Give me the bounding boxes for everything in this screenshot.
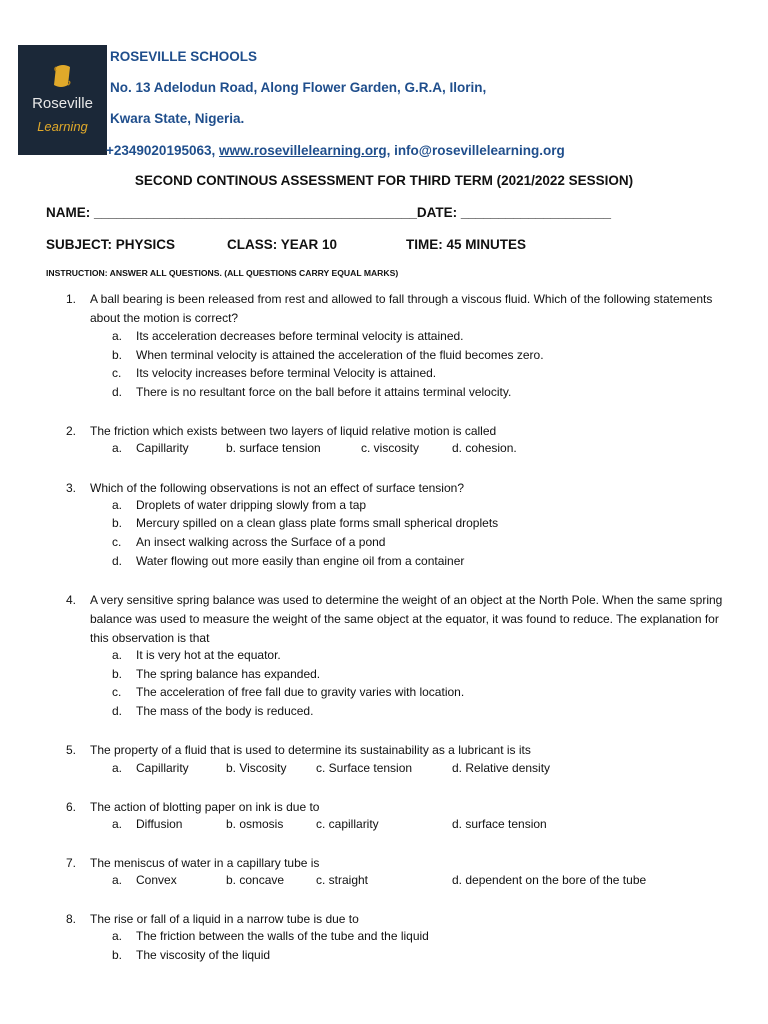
question-text: The meniscus of water in a capillary tube is	[90, 856, 320, 870]
name-date-line: NAME: ___________________________________________DATE: ____________________	[46, 205, 611, 220]
question-number: 3.	[66, 481, 77, 495]
phone-number: +2349020195063,	[106, 143, 216, 158]
email-address: , info@rosevillelearning.org	[386, 143, 565, 158]
website-link[interactable]: www.rosevillelearning.org	[219, 143, 387, 158]
scroll-icon	[51, 63, 75, 91]
question-text: Which of the following observations is not an effect of surface tension?	[90, 481, 464, 495]
question-number: 8.	[66, 912, 77, 926]
school-address-line1: No. 13 Adelodun Road, Along Flower Garden, G.R.A, Ilorin,	[110, 80, 487, 95]
question-text: A very sensitive spring balance was used to determine the weight of an object at the North Pole. When the same spring balance was used to measure the weight of the same object at the equator, it was found to reduce. The explanation for this observation is that	[90, 593, 723, 645]
school-address-line2: Kwara State, Nigeria.	[110, 111, 245, 126]
question-number: 4.	[66, 593, 77, 607]
question-text: A ball bearing is been released from rest and allowed to fall through a viscous fluid. Which of the following statements about the motion is correct?	[90, 292, 713, 325]
logo-text: Roseville	[32, 95, 93, 112]
question-number: 2.	[66, 424, 77, 438]
question-text: The friction which exists between two layers of liquid relative motion is called	[90, 424, 497, 438]
question-text: The rise or fall of a liquid in a narrow tube is due to	[90, 912, 359, 926]
question-number: 1.	[66, 292, 77, 306]
school-name: ROSEVILLE SCHOOLS	[110, 49, 258, 64]
subject-label: SUBJECT: PHYSICS	[46, 237, 176, 252]
exam-title: SECOND CONTINOUS ASSESSMENT FOR THIRD TERM (2021/2022 SESSION)	[134, 173, 634, 188]
question-text: The property of a fluid that is used to determine its sustainability as a lubricant is its	[90, 743, 531, 757]
question-number: 5.	[66, 743, 77, 757]
contact-line	[106, 143, 565, 158]
school-logo	[18, 45, 107, 155]
question-number: 6.	[66, 800, 77, 814]
question-text: The action of blotting paper on ink is due to	[90, 800, 320, 814]
logo-subtext: Learning	[37, 119, 88, 134]
time-label: TIME: 45 MINUTES	[406, 237, 527, 252]
question-number: 7.	[66, 856, 77, 870]
class-label: CLASS: YEAR 10	[227, 237, 338, 252]
instruction: INSTRUCTION: ANSWER ALL QUESTIONS. (ALL QUESTIONS CARRY EQUAL MARKS)	[46, 268, 399, 278]
